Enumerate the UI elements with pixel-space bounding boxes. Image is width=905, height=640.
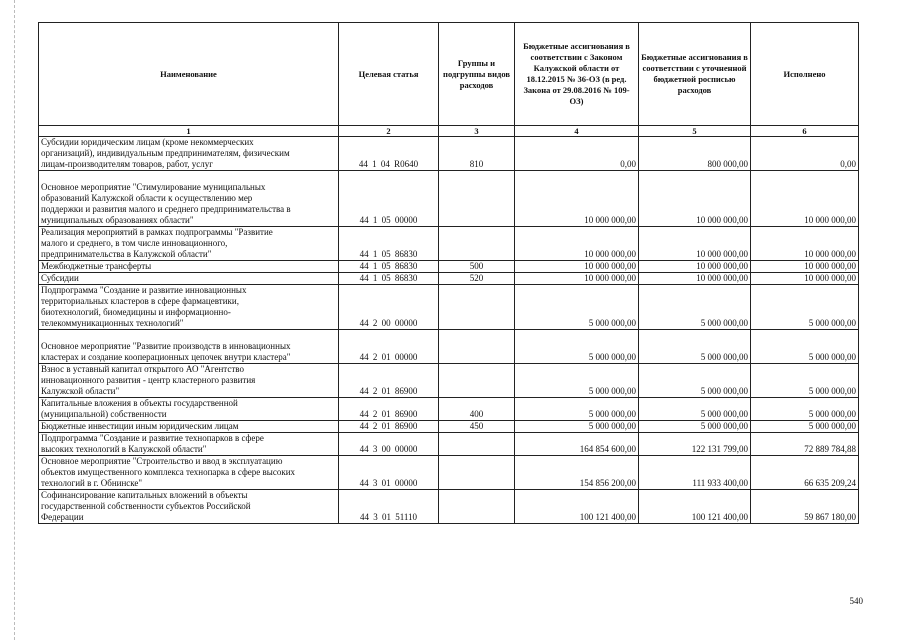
row-refined-allocation: 10 000 000,00 xyxy=(639,273,751,285)
row-name-line: Федерации xyxy=(41,512,84,522)
column-number: 3 xyxy=(439,126,515,137)
column-number: 4 xyxy=(515,126,639,137)
row-law-allocation: 154 856 200,00 xyxy=(515,456,639,490)
row-target-article: 44 3 00 00000 xyxy=(339,433,439,456)
row-name-line: Калужской области" xyxy=(41,386,120,396)
row-name-line: Реализация мероприятий в рамках подпрограммы "Развитие xyxy=(41,227,273,237)
row-target-article: 44 3 01 51110 xyxy=(339,490,439,524)
row-name-line xyxy=(41,171,336,182)
row-law-allocation: 5 000 000,00 xyxy=(515,364,639,398)
column-number-row xyxy=(39,126,859,137)
row-refined-allocation: 10 000 000,00 xyxy=(639,261,751,273)
row-name xyxy=(39,137,339,171)
row-name-line: территориальных кластеров в сфере фармацевтики, xyxy=(41,296,239,306)
row-refined-allocation: 5 000 000,00 xyxy=(639,421,751,433)
row-target-article: 44 2 01 86900 xyxy=(339,398,439,421)
row-executed: 5 000 000,00 xyxy=(751,285,859,330)
header-law-allocations: Бюджетные ассигнования в соответствии с Законом Калужской области от 18.12.2015 № 36-ОЗ (в ред. Закона от 29.08.2016 № 109-ОЗ) xyxy=(515,23,639,126)
row-name-line: Субсидии xyxy=(41,273,79,283)
table-row xyxy=(39,285,859,330)
row-name-line: высоких технологий в Калужской области" xyxy=(41,444,207,454)
table-row xyxy=(39,273,859,285)
row-target-article: 44 3 01 00000 xyxy=(339,456,439,490)
binding-margin-line xyxy=(14,0,16,640)
row-target-article: 44 1 05 86830 xyxy=(339,273,439,285)
table-body xyxy=(39,137,859,524)
budget-table xyxy=(38,22,859,524)
row-expense-group xyxy=(439,227,515,261)
header-executed: Исполнено xyxy=(751,23,859,126)
row-expense-group xyxy=(439,171,515,227)
row-name xyxy=(39,261,339,273)
row-law-allocation: 10 000 000,00 xyxy=(515,261,639,273)
row-target-article: 44 1 05 86830 xyxy=(339,261,439,273)
row-law-allocation: 10 000 000,00 xyxy=(515,227,639,261)
row-target-article: 44 2 01 86900 xyxy=(339,421,439,433)
row-name-line: поддержки и развития малого и среднего предпринимательства в xyxy=(41,204,291,214)
row-expense-group: 520 xyxy=(439,273,515,285)
row-expense-group: 400 xyxy=(439,398,515,421)
row-expense-group xyxy=(439,364,515,398)
row-executed: 72 889 784,88 xyxy=(751,433,859,456)
row-law-allocation: 10 000 000,00 xyxy=(515,171,639,227)
row-law-allocation: 10 000 000,00 xyxy=(515,273,639,285)
row-refined-allocation: 5 000 000,00 xyxy=(639,330,751,364)
row-executed: 10 000 000,00 xyxy=(751,171,859,227)
row-executed: 59 867 180,00 xyxy=(751,490,859,524)
row-expense-group xyxy=(439,456,515,490)
row-name xyxy=(39,273,339,285)
row-executed: 5 000 000,00 xyxy=(751,398,859,421)
row-name-line: кластерах и создание кооперационных цепочек внутри кластера" xyxy=(41,352,291,362)
row-name-line: Основное мероприятие "Стимулирование муниципальных xyxy=(41,182,266,192)
row-name-line xyxy=(41,330,336,341)
row-name xyxy=(39,171,339,227)
row-name-line: телекоммуникационных технологий" xyxy=(41,318,184,328)
row-name-line: (муниципальной) собственности xyxy=(41,409,167,419)
row-law-allocation: 5 000 000,00 xyxy=(515,421,639,433)
row-executed: 5 000 000,00 xyxy=(751,421,859,433)
row-name-line: инновационного развития - центр кластерного развития xyxy=(41,375,256,385)
row-name-line: Основное мероприятие "Развитие производств в инновационных xyxy=(41,341,291,351)
row-executed: 5 000 000,00 xyxy=(751,364,859,398)
table-row xyxy=(39,137,859,171)
header-row xyxy=(39,23,859,126)
row-refined-allocation: 5 000 000,00 xyxy=(639,398,751,421)
row-executed: 10 000 000,00 xyxy=(751,227,859,261)
row-executed: 5 000 000,00 xyxy=(751,330,859,364)
row-name-line: Субсидии юридическим лицам (кроме некоммерческих xyxy=(41,137,254,147)
row-refined-allocation: 10 000 000,00 xyxy=(639,171,751,227)
row-name-line: образований Калужской области к осуществлению мер xyxy=(41,193,253,203)
header-target-article: Целевая статья xyxy=(339,23,439,126)
row-refined-allocation: 5 000 000,00 xyxy=(639,285,751,330)
row-law-allocation: 5 000 000,00 xyxy=(515,398,639,421)
row-law-allocation: 0,00 xyxy=(515,137,639,171)
header-name: Наименование xyxy=(39,23,339,126)
row-name-line: биотехнологий, биомедицины и информационно- xyxy=(41,307,231,317)
row-refined-allocation: 10 000 000,00 xyxy=(639,227,751,261)
row-refined-allocation: 122 131 799,00 xyxy=(639,433,751,456)
table-row xyxy=(39,490,859,524)
row-expense-group: 450 xyxy=(439,421,515,433)
row-name xyxy=(39,227,339,261)
row-name-line: государственной собственности субъектов Российской xyxy=(41,501,251,511)
row-name-line: Подпрограмма "Создание и развитие инновационных xyxy=(41,285,247,295)
column-number: 1 xyxy=(39,126,339,137)
row-refined-allocation: 100 121 400,00 xyxy=(639,490,751,524)
table-row xyxy=(39,433,859,456)
row-name-line: технологий в г. Обнинске" xyxy=(41,478,143,488)
row-name-line: Капитальные вложения в объекты государственной xyxy=(41,398,238,408)
row-name-line: Межбюджетные трансферты xyxy=(41,261,152,271)
row-target-article: 44 1 04 R0640 xyxy=(339,137,439,171)
table-row xyxy=(39,398,859,421)
table-row xyxy=(39,330,859,364)
header-expense-groups: Группы и подгруппы видов расходов xyxy=(439,23,515,126)
row-name-line: малого и среднего, в том числе инновационного, xyxy=(41,238,228,248)
row-law-allocation: 5 000 000,00 xyxy=(515,285,639,330)
row-name-line: лицам-производителям товаров, работ, услуг xyxy=(41,159,213,169)
row-name-line: организаций), индивидуальным предпринимателям, физическим xyxy=(41,148,290,158)
row-name-line: Софинансирование капитальных вложений в объекты xyxy=(41,490,248,500)
row-target-article: 44 1 05 00000 xyxy=(339,171,439,227)
row-executed: 0,00 xyxy=(751,137,859,171)
table-row xyxy=(39,456,859,490)
row-name xyxy=(39,456,339,490)
header-refined-allocations: Бюджетные ассигнования в соответствии с уточненной бюджетной росписью расходов xyxy=(639,23,751,126)
row-name-line: Основное мероприятие "Строительство и ввод в эксплуатацию xyxy=(41,456,283,466)
row-name xyxy=(39,285,339,330)
row-refined-allocation: 111 933 400,00 xyxy=(639,456,751,490)
row-target-article: 44 2 00 00000 xyxy=(339,285,439,330)
column-number: 5 xyxy=(639,126,751,137)
row-refined-allocation: 800 000,00 xyxy=(639,137,751,171)
row-name-line: Бюджетные инвестиции иным юридическим лицам xyxy=(41,421,239,431)
row-target-article: 44 1 05 86830 xyxy=(339,227,439,261)
row-target-article: 44 2 01 00000 xyxy=(339,330,439,364)
page-number: 540 xyxy=(849,596,863,606)
table-row xyxy=(39,171,859,227)
row-expense-group xyxy=(439,490,515,524)
row-name-line: предпринимательства в Калужской области" xyxy=(41,249,212,259)
row-refined-allocation: 5 000 000,00 xyxy=(639,364,751,398)
row-law-allocation: 100 121 400,00 xyxy=(515,490,639,524)
row-name xyxy=(39,490,339,524)
row-name-line: Подпрограмма "Создание и развитие технопарков в сфере xyxy=(41,433,264,443)
row-name-line: объектов имущественного комплекса технопарка в сфере высоких xyxy=(41,467,296,477)
table-row xyxy=(39,364,859,398)
row-name-line: Взнос в уставный капитал открытого АО "Агентство xyxy=(41,364,244,374)
column-number: 6 xyxy=(751,126,859,137)
table-row xyxy=(39,261,859,273)
row-name-line: муниципальных образованиях области" xyxy=(41,215,194,225)
row-name xyxy=(39,421,339,433)
row-expense-group xyxy=(439,330,515,364)
row-expense-group: 810 xyxy=(439,137,515,171)
row-law-allocation: 164 854 600,00 xyxy=(515,433,639,456)
row-name xyxy=(39,330,339,364)
row-name xyxy=(39,364,339,398)
row-executed: 66 635 209,24 xyxy=(751,456,859,490)
row-target-article: 44 2 01 86900 xyxy=(339,364,439,398)
row-executed: 10 000 000,00 xyxy=(751,273,859,285)
table-row xyxy=(39,227,859,261)
row-executed: 10 000 000,00 xyxy=(751,261,859,273)
column-number: 2 xyxy=(339,126,439,137)
row-expense-group: 500 xyxy=(439,261,515,273)
row-law-allocation: 5 000 000,00 xyxy=(515,330,639,364)
row-name xyxy=(39,433,339,456)
row-name xyxy=(39,398,339,421)
row-expense-group xyxy=(439,433,515,456)
row-expense-group xyxy=(439,285,515,330)
table-row xyxy=(39,421,859,433)
